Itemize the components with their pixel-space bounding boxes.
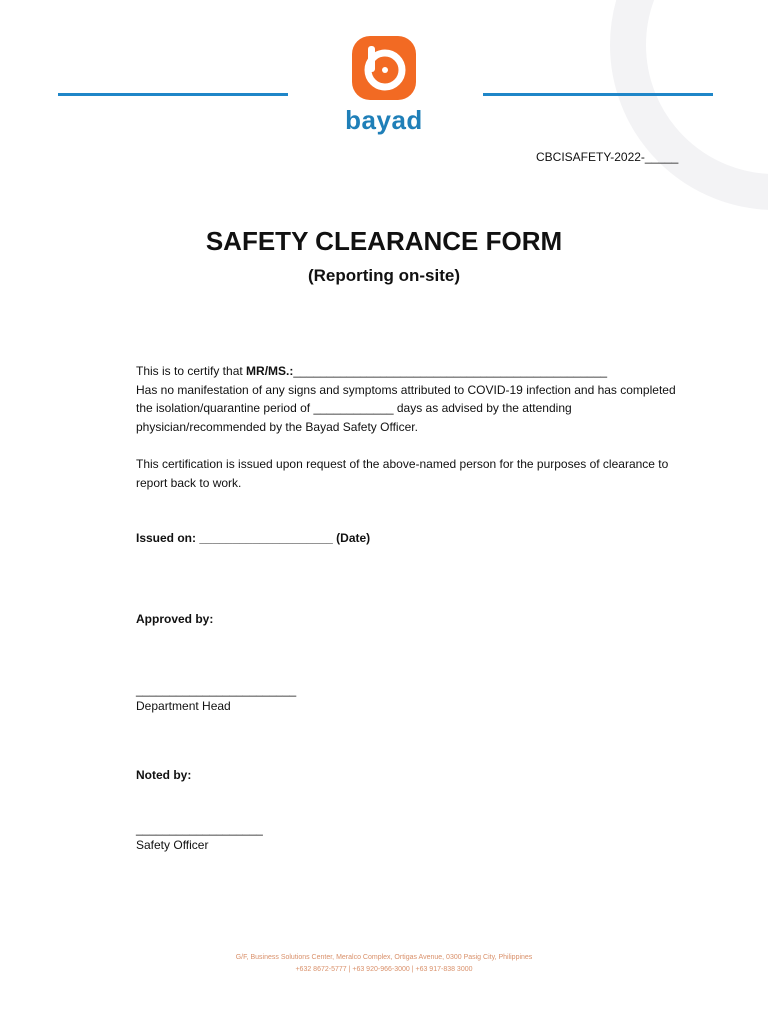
reference-number: CBCISAFETY-2022-_____ xyxy=(536,150,679,164)
footer xyxy=(0,952,768,976)
certification-paragraph xyxy=(136,362,676,436)
certify-prefix: This is to certify that xyxy=(136,364,247,378)
noted-signature-line: ___________________ xyxy=(136,822,263,836)
name-label: MR/MS.: xyxy=(246,364,294,378)
approved-by-label: Approved by: xyxy=(136,612,214,626)
noted-signatory-title: Safety Officer xyxy=(136,838,209,852)
issued-on-field: Issued on: ____________________ (Date) xyxy=(136,531,371,545)
page-subtitle: (Reporting on-site) xyxy=(307,266,461,285)
name-blank: _______________________________________________ xyxy=(293,364,608,378)
header-rule-right xyxy=(483,93,713,96)
logo-wordmark: bayad xyxy=(345,105,423,135)
footer-phones: +632 8672-5777 | +63 920-966-3000 | +63 917-838 3000 xyxy=(295,966,473,973)
decorative-arc xyxy=(610,0,768,210)
bayad-logo xyxy=(334,36,434,135)
purpose-paragraph: This certification is issued upon request of the above-named person for the purposes of clearance to report back to work. xyxy=(136,457,672,490)
footer-address: G/F, Business Solutions Center, Meralco Complex, Ortigas Avenue, 0300 Pasig City, Philippines xyxy=(235,954,533,961)
noted-by-label: Noted by: xyxy=(136,768,192,782)
approved-signature-line: ________________________ xyxy=(136,683,297,697)
header-rule-left xyxy=(58,93,288,96)
bayad-logo-icon xyxy=(352,36,416,100)
certify-body: Has no manifestation of any signs and symptoms attributed to COVID-19 infection and has completed the isolation/quarantine period of ____________ days as advised by the attending physician/recommended by the Bayad Safety Officer. xyxy=(136,382,676,434)
approved-signatory-title: Department Head xyxy=(136,699,231,713)
page-title: SAFETY CLEARANCE FORM xyxy=(205,226,563,256)
